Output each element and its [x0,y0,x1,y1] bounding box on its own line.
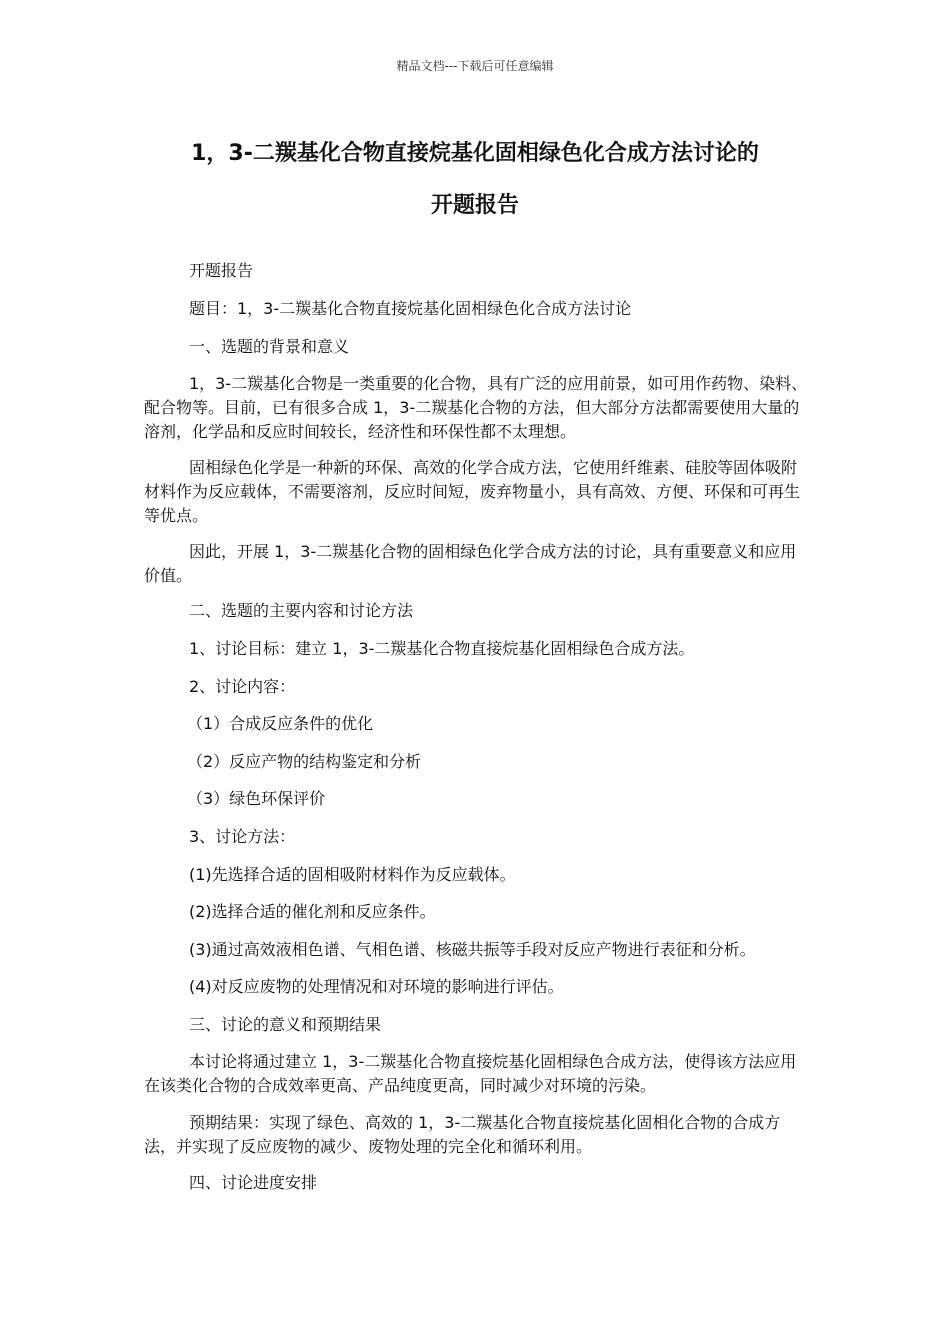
document-title-line-2: 开题报告 [430,193,519,218]
paragraph: 3、讨论方法： [189,827,296,846]
paragraph: 题目：1，3-二羰基化合物直接烷基化固相绿色化合成方法讨论 [189,299,632,318]
paragraph: 1、讨论目标：建立 1，3-二羰基化合物直接烷基化固相绿色合成方法。 [189,639,695,658]
section-heading: 三、讨论的意义和预期结果 [189,1015,382,1034]
list-item: （1）合成反应条件的优化 [187,714,374,733]
paragraph: 固相绿色化学是一种新的环保、高效的化学合成方法，它使用纤维素、硅胶等固体吸附材料作为反应载体，不需要溶剂，反应时间短，废弃物量小，具有高效、方便、环保和可再生等优点。 [144,458,801,525]
list-item: (3)通过高效液相色谱、气相色谱、核磁共振等手段对反应产物进行表征和分析。 [189,940,756,959]
list-item: (4)对反应废物的处理情况和对环境的影响进行评估。 [189,977,564,996]
paragraph: 本讨论将通过建立 1，3-二羰基化合物直接烷基化固相绿色合成方法，使得该方法应用在该类化合物的合成效率更高、产品纯度更高，同时减少对环境的污染。 [144,1052,797,1095]
header-note: 精品文档---下载后可任意编辑 [396,59,554,73]
section-heading: 一、选题的背景和意义 [189,337,350,356]
paragraph: 开题报告 [189,261,254,280]
section-heading: 四、讨论进度安排 [189,1173,318,1192]
list-item: （2）反应产物的结构鉴定和分析 [187,752,422,771]
paragraph: 2、讨论内容： [189,677,296,696]
paragraph: 因此，开展 1，3-二羰基化合物的固相绿色化学合成方法的讨论，具有重要意义和应用价值。 [144,542,797,585]
list-item: （3）绿色环保评价 [187,789,326,808]
list-item: (2)选择合适的催化剂和反应条件。 [189,902,436,921]
paragraph: 预期结果：实现了绿色、高效的 1，3-二羰基化合物直接烷基化固相化合物的合成方法，并实现了反应废物的减少、废物处理的完全化和循环利用。 [144,1113,781,1156]
section-heading: 二、选题的主要内容和讨论方法 [189,601,414,620]
list-item: (1)先选择合适的固相吸附材料作为反应载体。 [189,865,516,884]
document-title-line-1: 1，3-二羰基化合物直接烷基化固相绿色化合成方法讨论的 [191,141,759,166]
paragraph: 1，3-二羰基化合物是一类重要的化合物，具有广泛的应用前景，如可用作药物、染料、配合物等。目前，已有很多合成 1，3-二羰基化合物的方法，但大部分方法都需要使用大量的溶剂，化学品和反应时间较长，经济性和环保性都不太理想。 [144,374,808,441]
